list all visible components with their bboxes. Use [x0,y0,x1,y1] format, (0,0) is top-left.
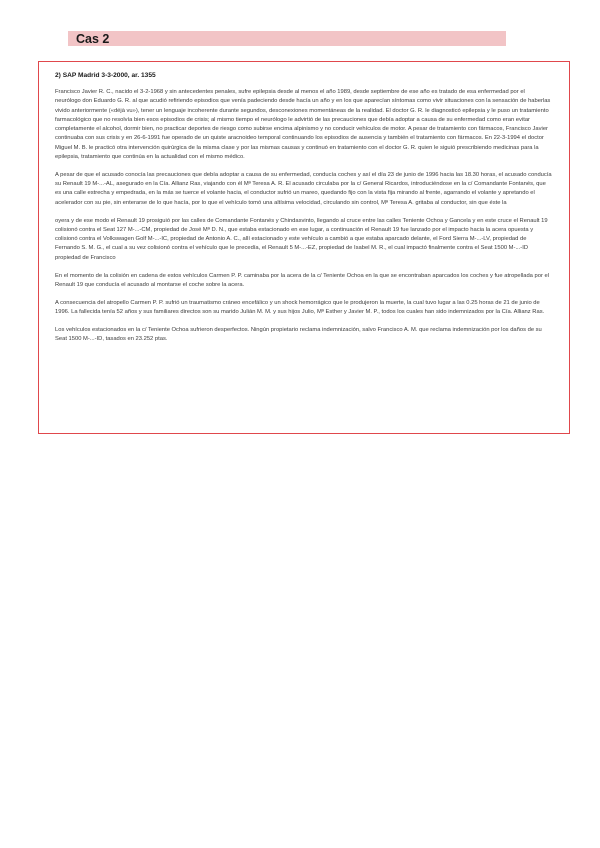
paragraph-facts-driving: A pesar de que el acusado conocía las precauciones que debía adoptar a causa de su enfermedad, conducía coches y así el día 23 de junio de 1996 hacia las 18.30 horas, el acusado conducía su Renault 19 M-...-AL, asegurado en la Cía. Allianz Ras, viajando con él Mª Teresa A. R. El acusado circulaba por la c/ General Ricardos, introduciéndose en la c/ Comandante Fontanés, que es una calle estrecha y empedrada, en la más se tuerce el volante hacia, el conductor sufrió un mareo, quedando fijo con la vista fija mirando al frente, agarrando el volante y apretando el acelerador con su pie, sin enterarse de lo que hacía, por lo que el vehículo tomó una altísima velocidad, circulando sin control, Mª Teresa A. gritaba al conductor, sin que éste la [55,171,552,206]
page-title: Cas 2 [76,32,110,46]
paragraph-facts-death: A consecuencia del atropello Carmen P. P. sufrió un traumatismo cráneo encefálico y un shock hemorrágico que le produjeron la muerte, la cual tuvo lugar a las 0.25 horas de 21 de junio de 1996. La fallecida tenía 52 años y sus familiares directos son su marido Julián M. M. y sus hijos Julio, Mª Esther y Javier M. P., todos los cuales han sido indemnizados por la Cía. Allianz Ras. [55,299,545,315]
paragraph-facts-collision: oyera y de ese modo el Renault 19 prosiguió por las calles de Comandante Fontanés y Chindasvinto, llegando al cruce entre las calles Teniente Ochoa y Gancela y en este cruce el Renault 19 colisionó contra el Seat 127 M-...-CM, propiedad de José Mª D. N., que estaba estacionado en ese lugar, a continuación el Renault 19 fue lanzado por el impacto hacia la acera opuesta y colisionó contra el Volkswagen Golf M-...-IC, propiedad de Antonio A. C., allí estacionado y este vehículo a cambió a que estaba aparcado delante, el Ford Sierra M-...-LV, propiedad de Fernando S. M. G., el cual a su vez colisionó contra el vehículo que le precedía, el Renault 5 M-...-EZ, propiedad de Isabel M. R., el cual impactó finalmente contra el Seat 1500 M-...-ID propiedad de Francisco [55,217,548,261]
title-bar [68,31,506,46]
paragraph-facts-illness: Francisco Javier R. C., nacido el 3-2-1968 y sin antecedentes penales, sufre epilepsia desde al menos el año 1989, desde septiembre de ese año es tratado de esa enfermedad por el neurólogo don Eduardo G. R. al que acudió refiriendo episodios que venía padeciendo desde hacía un año y en los que aparecían síntomas como vivir situaciones con la sensación de haberlas vivido anteriormente («déjà vu»), tener un lenguaje incoherente durante segundos, desconexiones momentáneas de la realidad. El doctor G. R. le diagnosticó epilepsia y le puso un tratamiento farmacológico que no resolvía bien esos episodios de crisis; al mismo tiempo el neurólogo le advirtió de las precauciones que debía adoptar a causa de su enfermedad como eran evitar completamente el alcohol, dormir bien, no practicar deportes de riesgo como subirse encima alpinismo y no conducir vehículos de motor. A pesar de tratamiento con fármacos, Francisco Javier continuaba con sus crisis y en 26-6-1991 fue operado de un quiste aracnoideo temporal continuando los episodios de ausencia y también el tratamiento con fármacos. En 22-3-1994 el doctor Miguel M. B. le practicó otra intervención quirúrgica de la misma clase y por las mismas causas y continuó en tratamiento con el doctor G. R. quien le siguió prescribiendo medicinas para la epilepsia, tratamiento que continúa en la actualidad con el mismo médico. [55,89,551,161]
paragraph-facts-damages: Los vehículos estacionados en la c/ Teniente Ochoa sufrieron desperfectos. Ningún propietario reclama indemnización, salvo Francisco A. M. que reclama indemnización por los daños de su Seat 1500 M-...-ID, tasados en 23.252 ptas. [55,326,542,343]
paragraph-facts-pedestrian: En el momento de la colisión en cadena de estos vehículos Carmen P. P. caminaba por la acera de la c/ Teniente Ochoa en la que se encontraban aparcados los coches y fue atropellada por el Renault 19 que conducía el acusado al montarse el coche sobre la acera. [55,272,550,288]
case-reference: 2) SAP Madrid 3-3-2000, ar. 1355 [55,72,156,79]
case-text-box [38,61,570,434]
